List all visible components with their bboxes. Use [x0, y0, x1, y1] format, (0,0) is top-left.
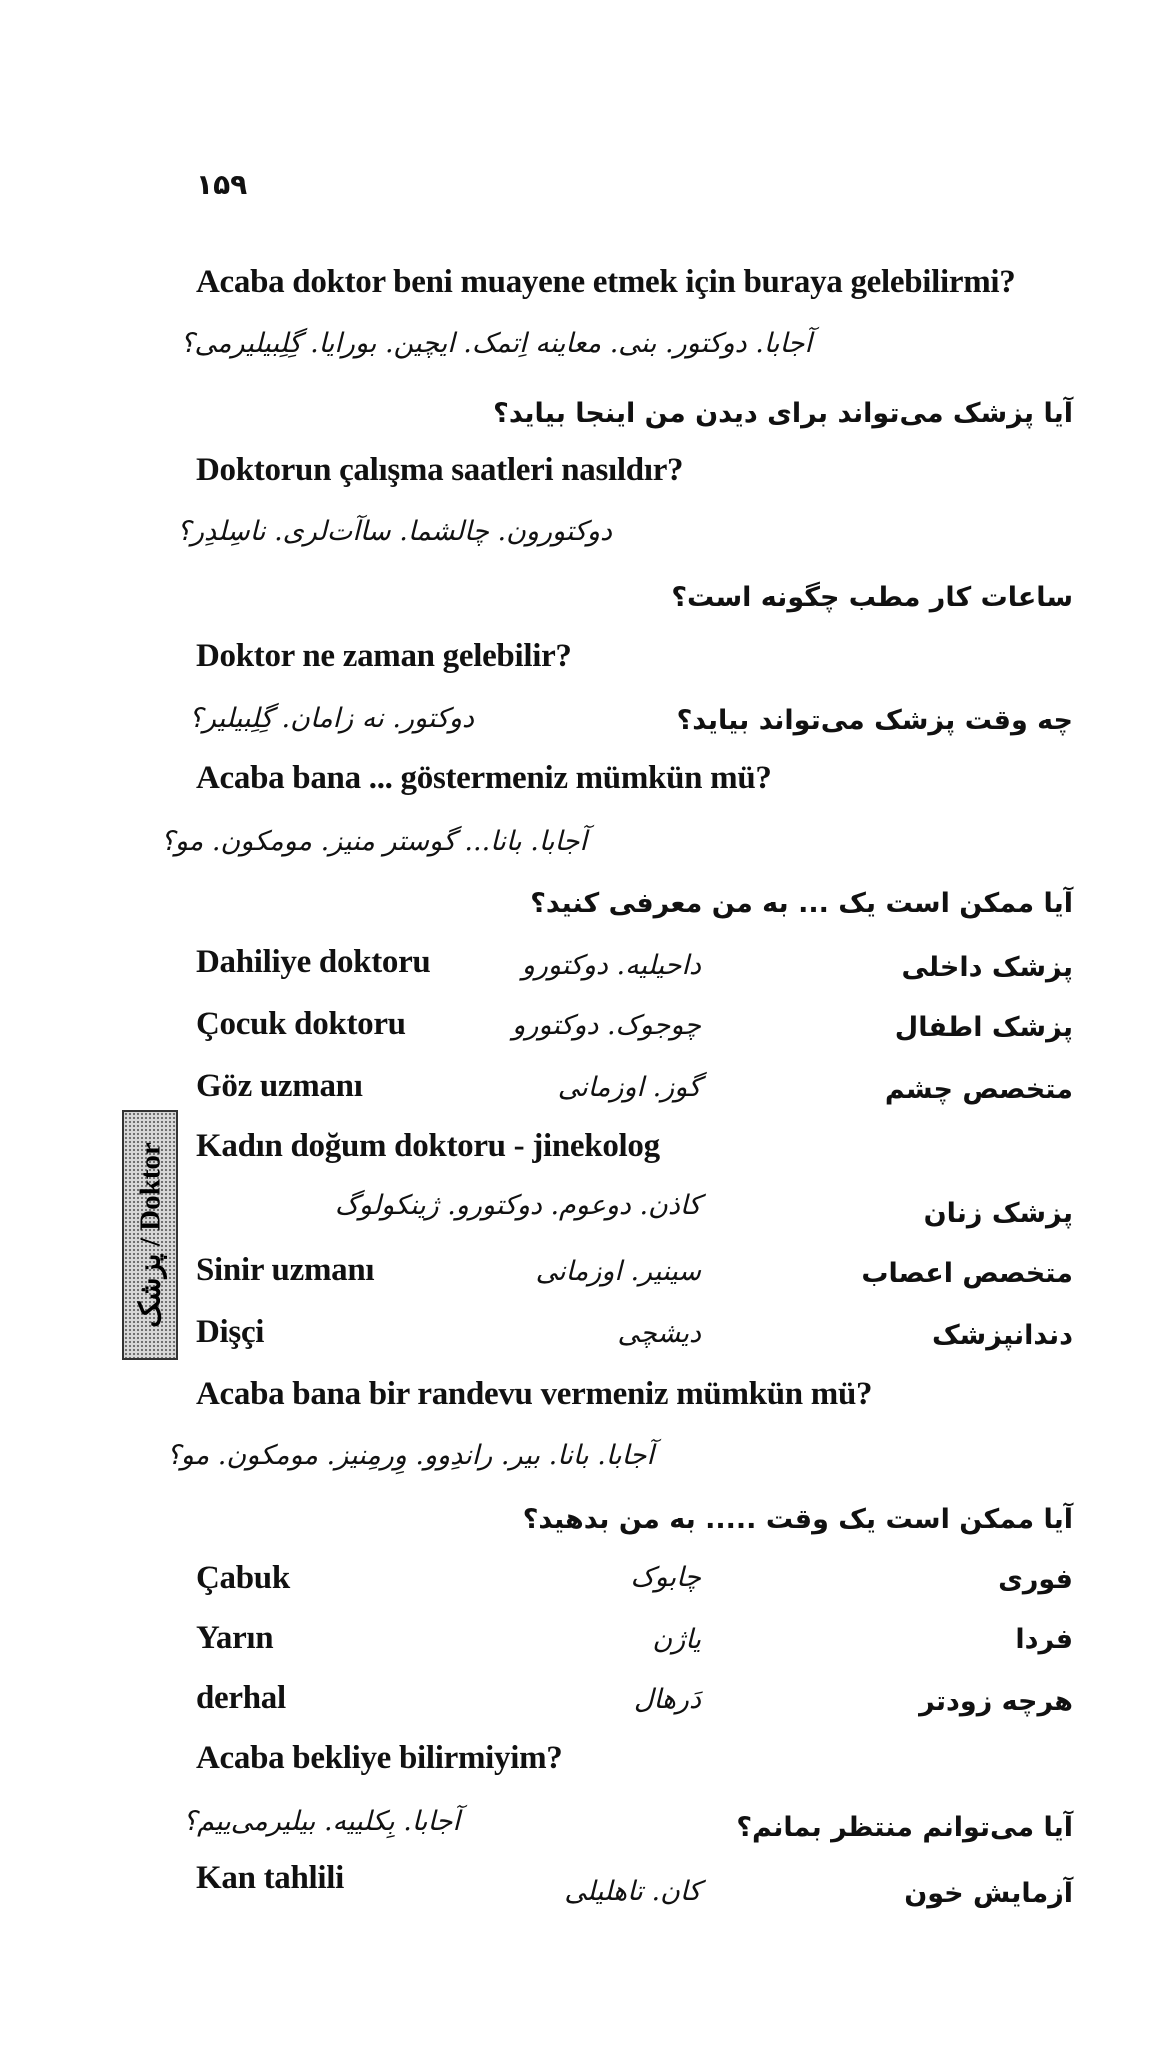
phrase-pronunciation: دوکتور. نه زامان. گِلِبیلیر؟: [188, 703, 474, 734]
time-turkish: Yarın: [196, 1620, 274, 1656]
doctor-persian: پزشک داخلی: [901, 952, 1073, 983]
doctor-turkish: Dahiliye doktoru: [196, 944, 431, 980]
time-turkish: derhal: [196, 1680, 286, 1716]
page-number: ۱۵۹: [196, 168, 248, 201]
section-side-tab: [122, 1110, 178, 1360]
time-persian: فردا: [1015, 1624, 1073, 1655]
doctor-turkish: Sinir uzmanı: [196, 1252, 375, 1288]
phrase-turkish: Acaba doktor beni muayene etmek için buraya gelebilirmi?: [196, 264, 1016, 300]
doctor-pronunciation: دیشچی: [617, 1318, 701, 1349]
phrase-pronunciation: آجابا. بانا. بیر. راندِوو. وِرمِنیز. مومکون. مو؟: [166, 1440, 654, 1471]
doctor-persian: متخصص چشم: [884, 1074, 1073, 1105]
doctor-persian: دندانپزشک: [932, 1320, 1073, 1351]
phrase-pronunciation: آجابا. بانا... گوستر منیز. مومکون. مو؟: [160, 826, 587, 857]
phrase-persian: آیا پزشک می‌تواند برای دیدن من اینجا بیاید؟: [493, 398, 1073, 429]
doctor-pronunciation: گوز. اوزمانی: [557, 1072, 701, 1103]
doctor-turkish: Çocuk doktoru: [196, 1006, 406, 1042]
phrase-pronunciation: کان. تاهلیلی: [564, 1876, 701, 1907]
doctor-pronunciation: سینیر. اوزمانی: [535, 1256, 701, 1287]
time-pronunciation: یاژن: [652, 1624, 701, 1655]
phrase-turkish: Acaba bana bir randevu vermeniz mümkün mü?: [196, 1376, 873, 1412]
doctor-turkish: Göz uzmanı: [196, 1068, 363, 1104]
side-tab-label: پزشک / Doktor: [134, 1142, 167, 1328]
doctor-pronunciation: چوجوک. دوکتورو: [512, 1010, 701, 1041]
phrase-turkish: Kan tahlili: [196, 1860, 344, 1896]
time-pronunciation: دَرهال: [633, 1684, 701, 1715]
phrase-pronunciation: آجابا. بِکلییه. بیلیرمی‌ییم؟: [182, 1806, 460, 1837]
phrase-pronunciation: آجابا. دوکتور. بنی. معاینه اِتمک. ایچین. بورایا. گِلِبیلیرمی؟: [180, 328, 812, 359]
phrase-turkish: Acaba bekliye bilirmiyim?: [196, 1740, 563, 1776]
phrase-persian: آیا ممکن است یک ... به من معرفی کنید؟: [530, 888, 1073, 919]
time-persian: فوری: [998, 1564, 1073, 1595]
phrase-turkish: Doktorun çalışma saatleri nasıldır?: [196, 452, 684, 488]
phrase-persian: آزمایش خون: [904, 1878, 1073, 1909]
time-pronunciation: چابوک: [630, 1562, 701, 1593]
phrase-persian: ساعات کار مطب چگونه است؟: [671, 582, 1073, 613]
doctor-turkish: Dişçi: [196, 1314, 265, 1350]
phrase-persian: آیا ممکن است یک وقت ..... به من بدهید؟: [522, 1504, 1073, 1535]
time-persian: هرچه زودتر: [919, 1686, 1073, 1717]
time-turkish: Çabuk: [196, 1560, 290, 1596]
doctor-pronunciation: کاذن. دوعوم. دوکتورو. ژینکولوگ: [334, 1190, 701, 1221]
phrase-turkish: Doktor ne zaman gelebilir?: [196, 638, 572, 674]
doctor-persian: متخصص اعصاب: [861, 1258, 1073, 1289]
doctor-persian: پزشک اطفال: [894, 1012, 1073, 1043]
phrase-persian: چه وقت پزشک می‌تواند بیاید؟: [676, 705, 1073, 736]
phrase-turkish: Acaba bana ... göstermeniz mümkün mü?: [196, 760, 772, 796]
doctor-turkish: Kadın doğum doktoru - jinekolog: [196, 1128, 660, 1164]
phrase-persian: آیا می‌توانم منتظر بمانم؟: [736, 1812, 1073, 1843]
phrase-pronunciation: دوکتورون. چالشما. ساآت‌لری. ناسِلدِر؟: [176, 516, 612, 547]
doctor-pronunciation: داحیلیه. دوکتورو: [521, 950, 701, 981]
doctor-persian: پزشک زنان: [923, 1198, 1073, 1229]
